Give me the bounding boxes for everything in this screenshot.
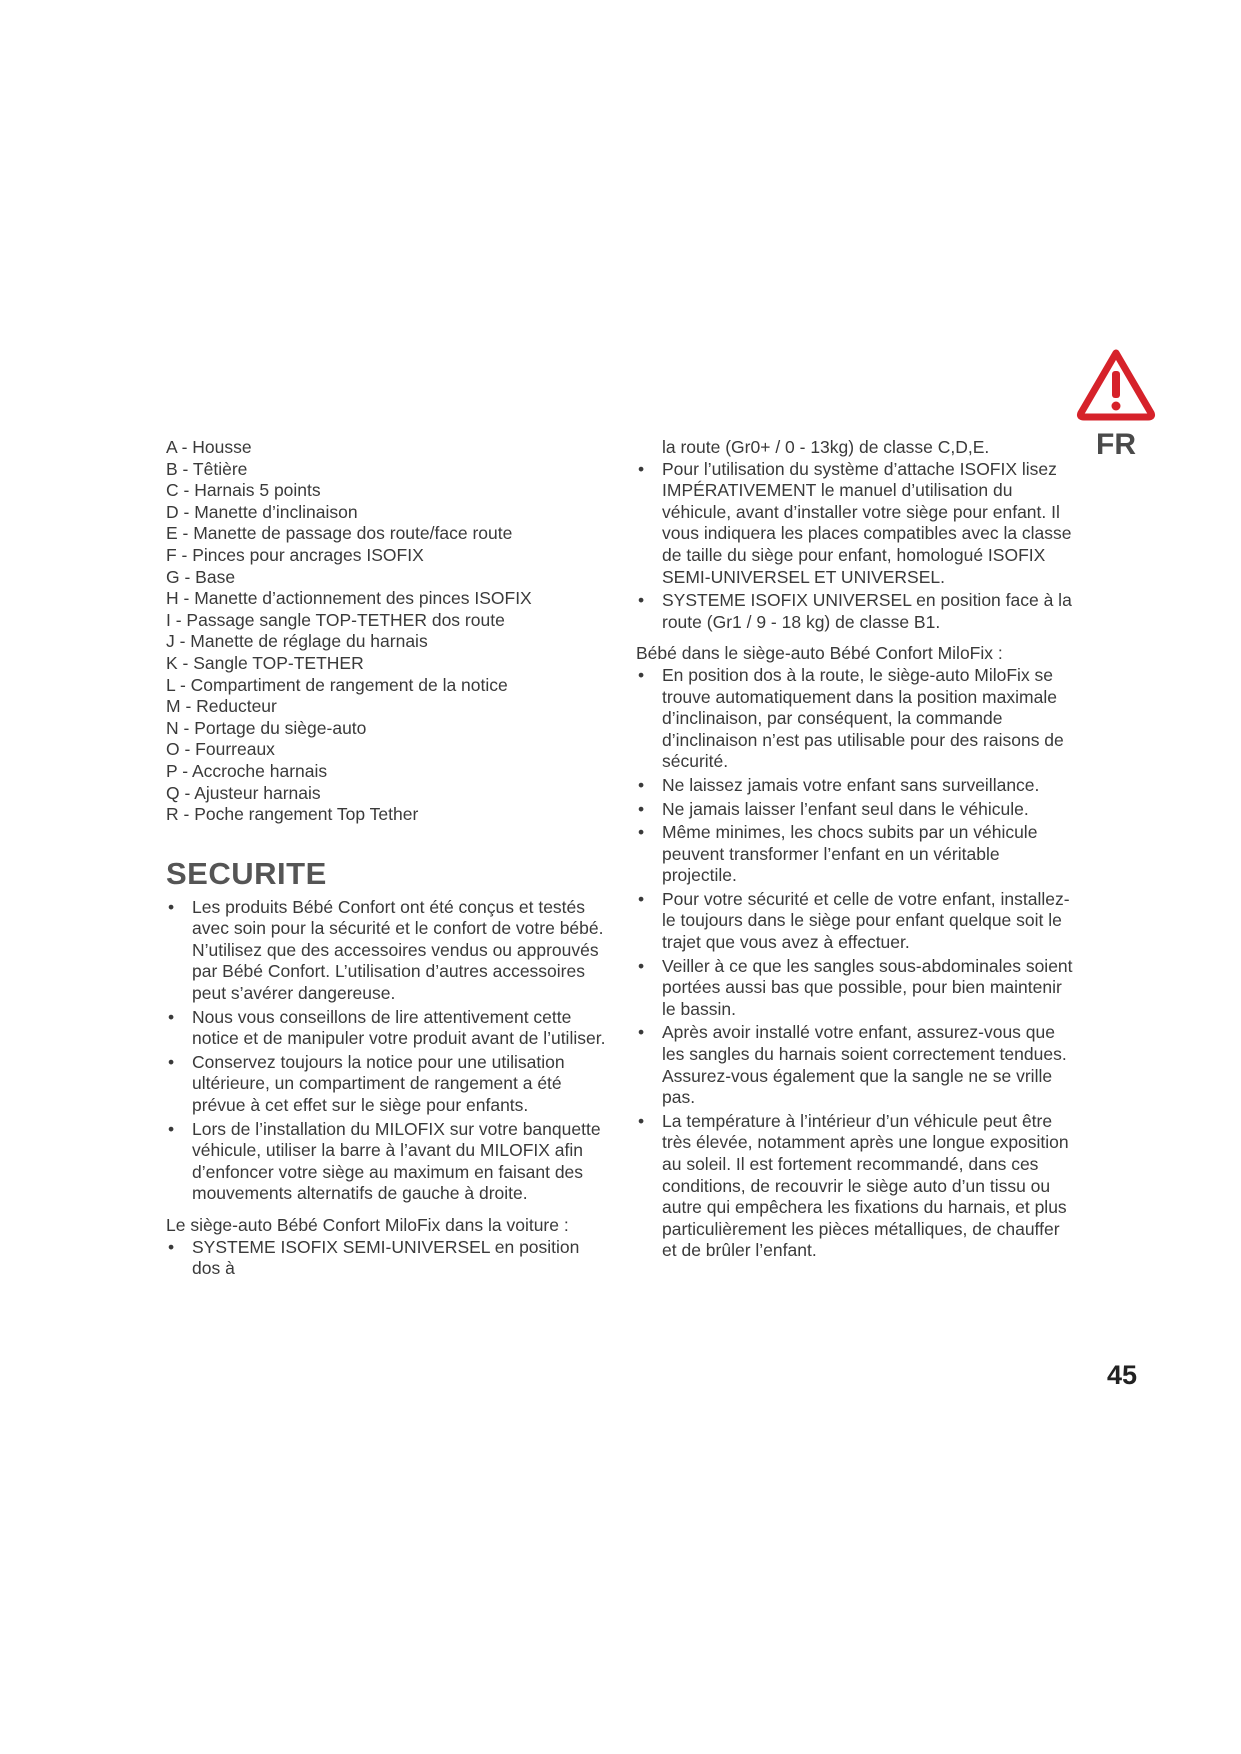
- list-item: C - Harnais 5 points: [166, 480, 321, 501]
- list-item: D - Manette d’inclinaison: [166, 501, 358, 522]
- list-item: • Veiller à ce que les sangles sous-abdominales soient portées aussi bas que possible, pour bien maintenir le bassin.: [636, 956, 1076, 1021]
- bullet-continuation: la route (Gr0+ / 0 - 13kg) de classe C,D,E.: [662, 437, 990, 457]
- list-item: M - Reducteur: [166, 696, 277, 717]
- list-item: • Pour l’utilisation du système d’attache ISOFIX lisez IMPÉRATIVEMENT le manuel d’utilisation du véhicule, avant d’installer votre siège pour enfant. Il vous indiquera les places compatibles avec la classe de taille du siège pour enfant, homologué ISOFIX SEMI-UNIVERSEL ET UNIVERSEL.: [636, 459, 1076, 589]
- list-item: E - Manette de passage dos route/face route: [166, 523, 513, 544]
- language-label: FR: [1096, 428, 1136, 461]
- list-item: • Lors de l’installation du MILOFIX sur votre banquette véhicule, utiliser la barre à l’avant du MILOFIX afin d’enfoncer votre siège au maximum en faisant des mouvements alternatifs de gauche à droite.: [166, 1119, 606, 1205]
- warning-icon: [1076, 347, 1156, 421]
- security-bullets: [166, 897, 606, 1205]
- list-item: • Pour votre sécurité et celle de votre enfant, installez-le toujours dans le siège pour enfant quelque soit le trajet que vous avez à effectuer.: [636, 889, 1076, 954]
- list-item: F - Pinces pour ancrages ISOFIX: [166, 544, 424, 565]
- list-item: I - Passage sangle TOP-TETHER dos route: [166, 609, 505, 630]
- list-item: • Les produits Bébé Confort ont été conçus et testés avec soin pour la sécurité et le confort de votre bébé. N’utilisez que des accessoires vendus ou approuvés par Bébé Confort. L’utilisation d’autres accessoires peut s’avérer dangereuse.: [166, 897, 606, 1005]
- in-car-intro: Le siège-auto Bébé Confort MiloFix dans la voiture :: [166, 1215, 569, 1235]
- list-item: • SYSTEME ISOFIX UNIVERSEL en position face à la route (Gr1 / 9 - 18 kg) de classe B1.: [636, 590, 1076, 633]
- list-item: • Même minimes, les chocs subits par un véhicule peuvent transformer l’enfant en un véritable projectile.: [636, 822, 1076, 887]
- list-item: O - Fourreaux: [166, 739, 275, 760]
- parts-list: [166, 437, 606, 826]
- list-item: • Nous vous conseillons de lire attentivement cette notice et de manipuler votre produit avant de l’utiliser.: [166, 1007, 606, 1050]
- list-item: K - Sangle TOP-TETHER: [166, 652, 364, 673]
- in-car-bullets: [636, 459, 1076, 634]
- list-item: B - Têtière: [166, 458, 248, 479]
- left-column: [166, 437, 606, 1282]
- baby-bullets: [636, 665, 1076, 1262]
- list-item: • La température à l’intérieur d’un véhicule peut être très élevée, notamment après une longue exposition au soleil. Il est fortement recommandé, dans ces conditions, de recouvrir le siège auto d’un tissu ou autre qui empêchera les fixations du harnais, et plus particulièrement les pièces métalliques, de chauffer et de brûler l’enfant.: [636, 1111, 1076, 1262]
- list-item: • Ne jamais laisser l’enfant seul dans le véhicule.: [636, 799, 1076, 821]
- list-item: Q - Ajusteur harnais: [166, 782, 321, 803]
- list-item: J - Manette de réglage du harnais: [166, 631, 428, 652]
- list-item: R - Poche rangement Top Tether: [166, 804, 419, 825]
- list-item: • SYSTEME ISOFIX SEMI-UNIVERSEL en position dos à: [166, 1237, 606, 1280]
- list-item: G - Base: [166, 566, 236, 587]
- right-column: [636, 437, 1076, 1264]
- baby-intro: Bébé dans le siège-auto Bébé Confort MiloFix :: [636, 643, 1003, 664]
- list-item: A - Housse: [166, 437, 252, 457]
- list-item: P - Accroche harnais: [166, 760, 328, 781]
- in-car-first-bullet: [166, 1237, 606, 1280]
- list-item: L - Compartiment de rangement de la notice: [166, 674, 508, 695]
- page-number: 45: [1107, 1360, 1138, 1390]
- list-item: • Ne laissez jamais votre enfant sans surveillance.: [636, 775, 1076, 797]
- list-item: N - Portage du siège-auto: [166, 717, 367, 738]
- list-item: H - Manette d’actionnement des pinces ISOFIX: [166, 588, 532, 609]
- list-item: • Après avoir installé votre enfant, assurez-vous que les sangles du harnais soient correctement tendues. Assurez-vous également que la sangle ne se vrille pas.: [636, 1022, 1076, 1108]
- list-item: • Conservez toujours la notice pour une utilisation ultérieure, un compartiment de rangement a été prévue à cet effet sur le siège pour enfants.: [166, 1052, 606, 1117]
- section-title: SECURITE: [166, 855, 327, 891]
- list-item: • En position dos à la route, le siège-auto MiloFix se trouve automatiquement dans la position maximale d’inclinaison, par conséquent, la commande d’inclinaison n’est pas utilisable pour des raisons de sécurité.: [636, 665, 1076, 773]
